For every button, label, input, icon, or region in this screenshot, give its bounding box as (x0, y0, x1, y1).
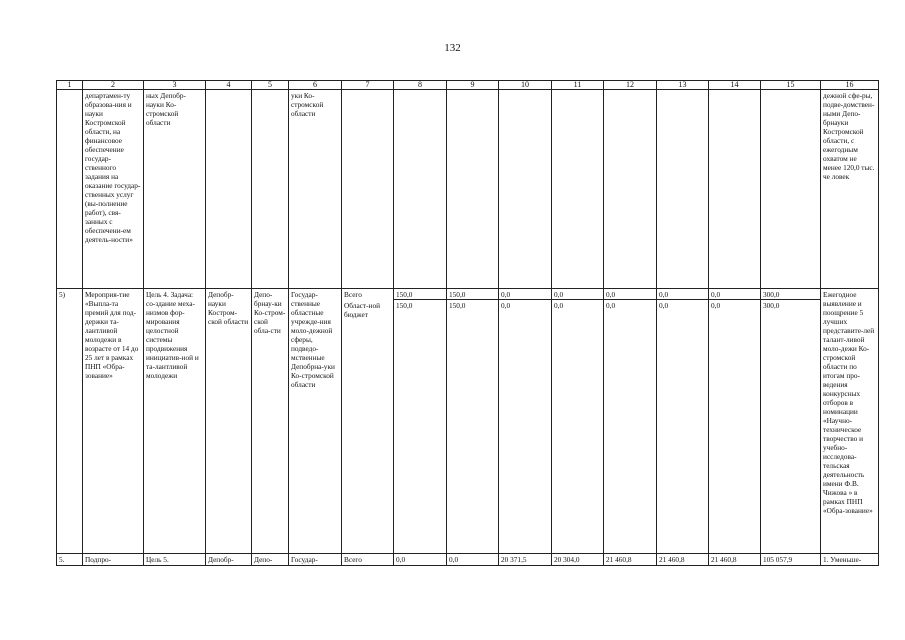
col-header: 2 (83, 81, 144, 90)
amount-cell (657, 289, 709, 554)
activity-cell: Мероприя-тие «Выпла-та премий для под-держки та-лантливой молодежи в возрасте от 14 до 25 лет в рамках ПНП «Обра-зование» (83, 289, 144, 554)
coexecutor-cell: Депо-брнау-ки Ко-стром-ской обла-сти (252, 289, 289, 554)
amount-total: 0,0 (499, 290, 551, 300)
col-header: 10 (499, 81, 552, 90)
table-row (57, 289, 879, 554)
coexecutor-cell (252, 90, 289, 289)
amount-budget: 0,0 (501, 301, 511, 310)
empty-cell (447, 90, 499, 289)
col-header: 5 (252, 81, 289, 90)
amount-budget: 150,0 (396, 301, 413, 310)
amount-cell (394, 289, 447, 554)
empty-cell (604, 90, 657, 289)
empty-cell (761, 90, 821, 289)
amount-budget: 300,0 (763, 301, 780, 310)
empty-cell (342, 90, 394, 289)
amount-budget: 0,0 (554, 301, 564, 310)
empty-cell (394, 90, 447, 289)
amount-total: 150,0 (394, 290, 446, 300)
col-header: 13 (657, 81, 709, 90)
table-row (57, 554, 879, 566)
col-header: 14 (709, 81, 761, 90)
amount-cell: 0,0 (394, 554, 447, 566)
activity-cell: Подпро- (83, 554, 144, 566)
amount-cell: 21 460,8 (604, 554, 657, 566)
amount-cell (447, 289, 499, 554)
amount-cell: 0,0 (447, 554, 499, 566)
activity-cell: департамен-ту образова-ния и науки Костромской области, на финансовое обеспечение государ-ственного задания на оказание государ-ственных услуг (вы-полнение работ), свя-занных с обеспечени-ем деятель-ности» (83, 90, 144, 289)
row-number-cell: 5. (57, 554, 83, 566)
amount-cell (552, 289, 604, 554)
col-header: 16 (821, 81, 879, 90)
page-number: 132 (444, 42, 461, 54)
amount-cell (709, 289, 761, 554)
participant-cell: Государ-ственные областные учрежде-ния моло-дежной сферы, подведо-мственные Депобрна-уки Ко-стромской области (289, 289, 342, 554)
col-header: 9 (447, 81, 499, 90)
participant-cell: Государ- (289, 554, 342, 566)
col-header: 15 (761, 81, 821, 90)
amount-total: 0,0 (552, 290, 603, 300)
budget-table (56, 80, 879, 566)
col-header: 8 (394, 81, 447, 90)
col-header: 3 (144, 81, 206, 90)
amount-cell (604, 289, 657, 554)
empty-cell (552, 90, 604, 289)
empty-cell (657, 90, 709, 289)
amount-cell: 105 057,9 (761, 554, 821, 566)
amount-total: 0,0 (657, 290, 708, 300)
table-row (57, 90, 879, 289)
amount-cell (499, 289, 552, 554)
empty-cell (709, 90, 761, 289)
executor-cell (206, 90, 252, 289)
result-cell: дежной сфе-ры, подве-домствен-ными Депо-брнауки Костромской области, с ежегодным охватом не менее 120,0 тыс. че ловек (821, 90, 879, 289)
amount-cell (761, 289, 821, 554)
amount-total: 0,0 (604, 290, 656, 300)
col-header: 1 (57, 81, 83, 90)
goal-cell: Цель 5. (144, 554, 206, 566)
amount-budget: 0,0 (606, 301, 616, 310)
col-header: 7 (342, 81, 394, 90)
row-number-cell: 5) (57, 289, 83, 554)
amount-cell: 21 460,8 (709, 554, 761, 566)
amount-total: 0,0 (709, 290, 760, 300)
funding-total-label: Всего (344, 290, 362, 299)
funding-source-cell (342, 289, 394, 554)
amount-cell: 20 304,0 (552, 554, 604, 566)
row-number-cell (57, 90, 83, 289)
amount-total: 300,0 (761, 290, 820, 300)
participant-cell: уки Ко-стромской области (289, 90, 342, 289)
amount-cell: 21 460,8 (657, 554, 709, 566)
executor-cell: Депобр- (206, 554, 252, 566)
col-header: 6 (289, 81, 342, 90)
funding-source-cell: Всего (342, 554, 394, 566)
amount-budget: 0,0 (659, 301, 669, 310)
amount-budget: 150,0 (449, 301, 466, 310)
result-cell: 1. Уменьше- (821, 554, 879, 566)
col-header: 11 (552, 81, 604, 90)
amount-budget: 0,0 (711, 301, 721, 310)
goal-cell: ных Депобр-науки Ко-стромской области (144, 90, 206, 289)
funding-budget-label: Област-ной бюджет (344, 301, 380, 319)
amount-total: 150,0 (447, 290, 498, 300)
result-cell: Ежегодное выявление и поощрение 5 лучших представите-лей талант-ливой моло-дежи Ко-стромской области по итогам про-ведения конкурсных отборов в номинации «Научно-техническое творчество и учебно-исследова-тельская деятельность имени Ф.В. Чижова » в рамках ПНП «Обра-зование» (821, 289, 879, 554)
col-header: 4 (206, 81, 252, 90)
amount-cell: 20 371,5 (499, 554, 552, 566)
executor-cell: Депобр-науки Костром-ской области (206, 289, 252, 554)
column-number-row (57, 81, 879, 90)
col-header: 12 (604, 81, 657, 90)
empty-cell (499, 90, 552, 289)
coexecutor-cell: Депо- (252, 554, 289, 566)
goal-cell: Цель 4. Задача: со-здание меха-низмов фор-мирования целостной системы продвижения инициатив-ной и та-лантливой молодежи (144, 289, 206, 554)
